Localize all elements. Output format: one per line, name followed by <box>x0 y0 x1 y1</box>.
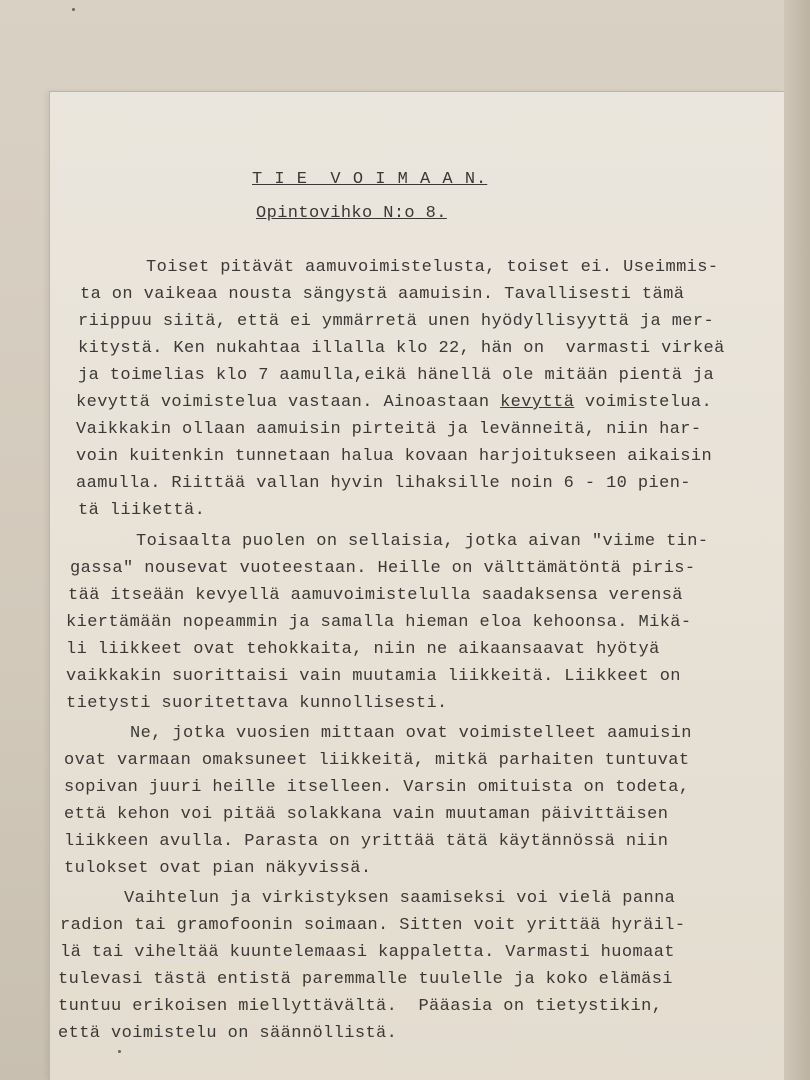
text-line: tää itseään kevyellä aamuvoimistelulla saadaksensa verensä <box>68 586 683 605</box>
text-line: että kehon voi pitää solakkana vain muutaman päivittäisen <box>64 805 669 824</box>
text-line: Toisaalta puolen on sellaisia, jotka aivan "viime tin- <box>136 532 709 551</box>
text-line: liikkeen avulla. Parasta on yrittää tätä käytännössä niin <box>64 832 669 851</box>
text-line: tietysti suoritettava kunnollisesti. <box>66 694 448 713</box>
text-line: ta on vaikeaa nousta sängystä aamuisin. Tavallisesti tämä <box>80 285 685 304</box>
text-line-row <box>66 694 448 713</box>
text-line: Vaikkakin ollaan aamuisin pirteitä ja levänneitä, niin har- <box>76 420 702 439</box>
text-line-row <box>66 640 660 659</box>
text-line: tä liikettä. <box>78 501 206 520</box>
text-line-row <box>76 393 712 412</box>
text-line-row <box>78 339 725 358</box>
text-line: lä tai viheltää kuuntelemaasi kappaletta. Varmasti huomaat <box>60 943 675 962</box>
text-line-row <box>80 285 684 304</box>
text-line-row <box>60 916 686 935</box>
text-line: radion tai gramofoonin soimaan. Sitten voit yrittää hyräil- <box>60 916 686 935</box>
text-line-row <box>130 724 692 743</box>
text-line: tulokset ovat pian näkyvissä. <box>64 859 372 878</box>
text-line-row <box>78 366 714 385</box>
text-line-row <box>64 805 668 824</box>
text-line: että voimistelu on säännöllistä. <box>58 1024 398 1043</box>
text-line-row <box>64 832 668 851</box>
text-line-end: voimistelua. <box>574 393 713 412</box>
text-line-row <box>76 447 712 466</box>
text-line: Ne, jotka vuosien mittaan ovat voimistelleet aamuisin <box>130 724 692 743</box>
text-line: kevyttä voimistelua vastaan. Ainoastaan <box>76 393 501 412</box>
text-line: gassa" nousevat vuoteestaan. Heille on välttämätöntä piris- <box>70 559 696 578</box>
text-line-row <box>76 420 702 439</box>
document-subtitle: Opintovihko N:o 8. <box>256 204 447 223</box>
text-line-row <box>146 258 719 277</box>
text-line: Toiset pitävät aamuvoimistelusta, toiset ei. Useimmis- <box>146 258 719 277</box>
text-line-row <box>58 970 673 989</box>
text-line: riippuu siitä, että ei ymmärretä unen hyödyllisyyttä ja mer- <box>78 312 715 331</box>
text-line-row <box>78 501 205 520</box>
text-line: ovat varmaan omaksuneet liikkeitä, mitkä parhaiten tuntuvat <box>64 751 690 770</box>
text-line-row <box>64 859 371 878</box>
text-line-row <box>64 778 690 797</box>
text-line: tulevasi tästä entistä paremmalle tuulelle ja koko elämäsi <box>58 970 673 989</box>
text-line-row <box>68 586 683 605</box>
text-line-row <box>60 943 675 962</box>
text-line: aamulla. Riittää vallan hyvin lihaksille noin 6 - 10 pien- <box>76 474 691 493</box>
underlined-word: kevyttä <box>500 393 575 412</box>
text-line: Vaihtelun ja virkistyksen saamiseksi voi vielä panna <box>124 889 676 908</box>
text-line-row <box>78 312 714 331</box>
text-line: kitystä. Ken nukahtaa illalla klo 22, hän on varmasti virkeä <box>78 339 725 358</box>
text-line-row <box>58 997 662 1016</box>
text-line-row <box>136 532 709 551</box>
text-line-row <box>124 889 675 908</box>
text-line: li liikkeet ovat tehokkaita, niin ne aikaansaavat hyötyä <box>66 640 660 659</box>
text-line: tuntuu erikoisen miellyttävältä. Pääasia on tietystikin, <box>58 997 663 1016</box>
text-line: ja toimelias klo 7 aamulla,eikä hänellä ole mitään pientä ja <box>78 366 715 385</box>
text-line-row <box>66 613 692 632</box>
text-line-row <box>58 1024 397 1043</box>
text-line: sopivan juuri heille itselleen. Varsin omituista on todeta, <box>64 778 690 797</box>
text-line-row <box>76 474 691 493</box>
text-line: vaikkakin suorittaisi vain muutamia liikkeitä. Liikkeet on <box>66 667 681 686</box>
text-line-row <box>66 667 681 686</box>
text-line-row <box>70 559 696 578</box>
text-line-row <box>64 751 690 770</box>
text-line: voin kuitenkin tunnetaan halua kovaan harjoitukseen aikaisin <box>76 447 713 466</box>
document-title: T I E V O I M A A N. <box>252 170 488 189</box>
text-line: kiertämään nopeammin ja samalla hieman eloa kehoonsa. Mikä- <box>66 613 692 632</box>
